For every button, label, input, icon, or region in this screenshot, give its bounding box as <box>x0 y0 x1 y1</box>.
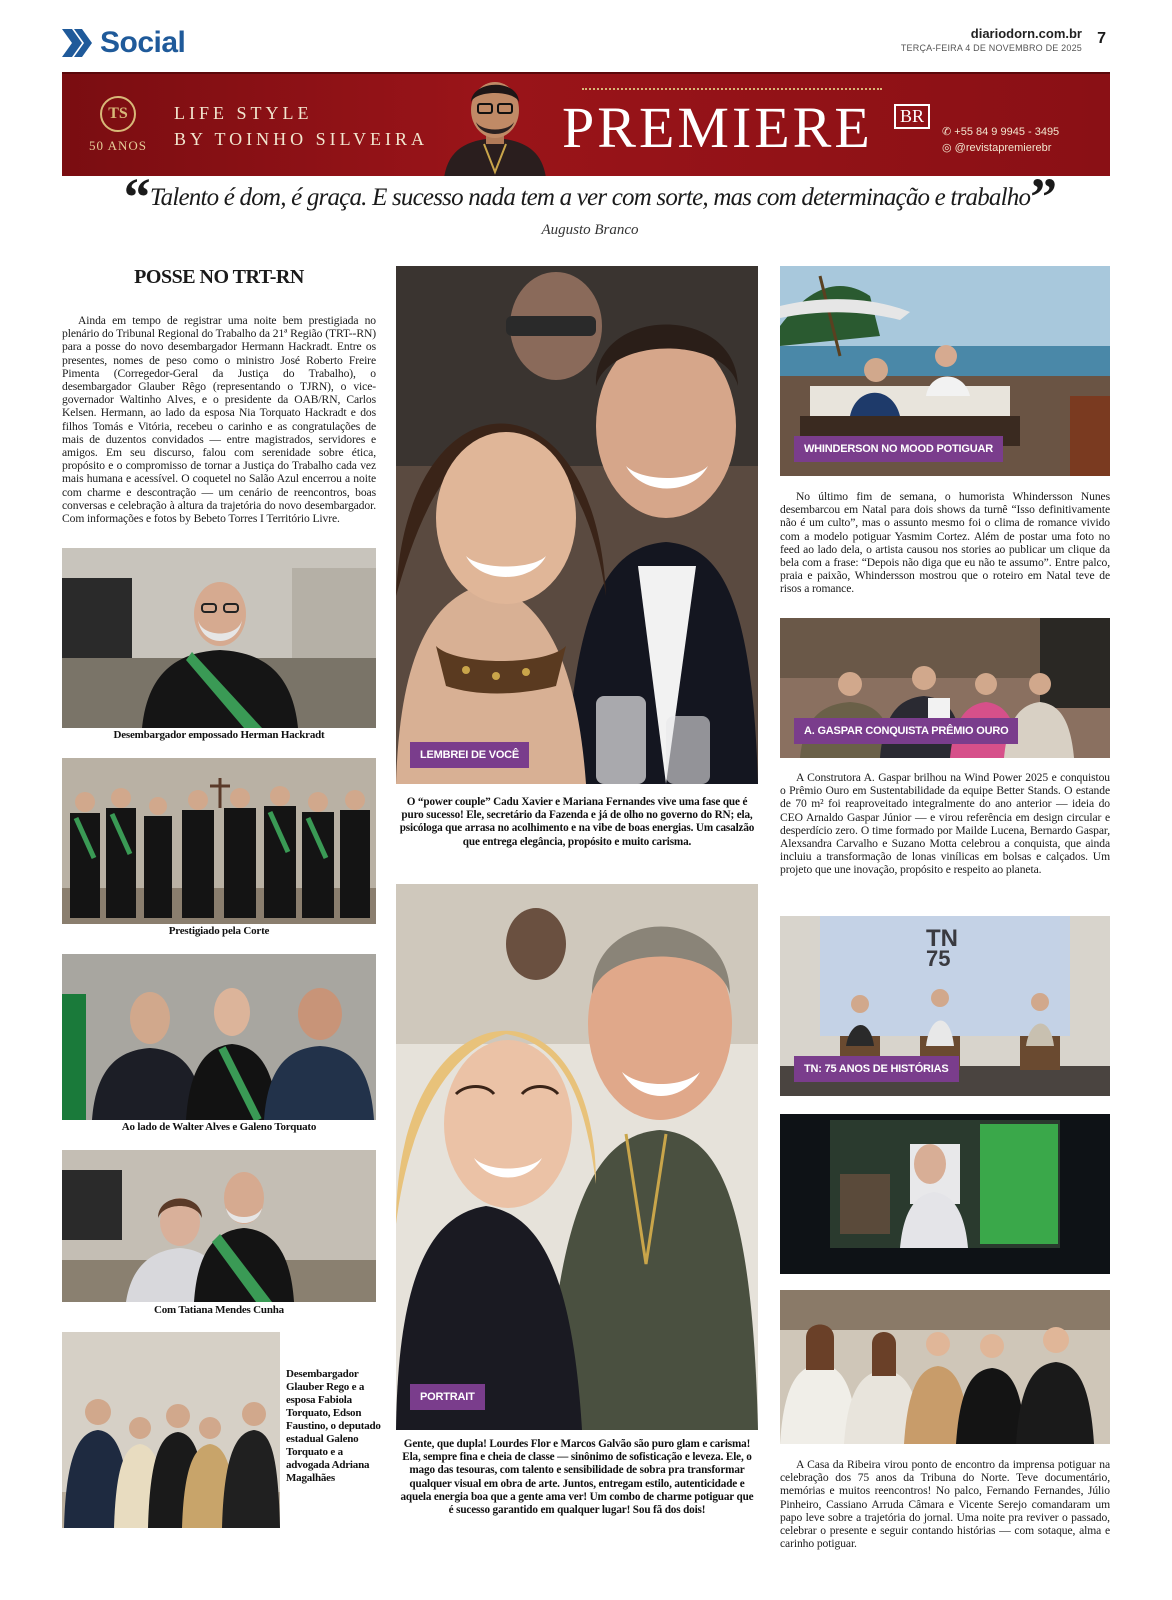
screen-logo: TN <box>926 925 958 952</box>
photo-lourdes-marcos <box>396 884 758 1430</box>
screen-logo-number: 75 <box>926 946 951 971</box>
columnist-portrait <box>436 72 554 176</box>
photo-walter-galeno <box>62 954 376 1120</box>
chevron-right-icon <box>62 29 92 57</box>
whatsapp-icon: ✆ <box>942 126 955 138</box>
caption-5: Desembargador Glauber Rego e a esposa Fabiola Torquato, Edson Faustino, o deputado estadual Galeno Torquato e a advogada Adriana Magalhães <box>286 1368 381 1484</box>
tag-gaspar: A. GASPAR CONQUISTA PRÊMIO OURO <box>794 718 1018 744</box>
site-url: diariodorn.com.br <box>970 26 1082 41</box>
instagram-line <box>942 140 1059 156</box>
ts-logo <box>84 96 152 154</box>
text-lembrei: O “power couple” Cadu Xavier e Mariana Fernandes vive uma fase que é puro sucesso! Ele, secretário da Fazenda e já de olho no governo do RN; ela, psicóloga que arrasa no acolhimento e na vibe de boas energias. Um casalzão que entrega elegância, propósito e muito carisma. <box>399 796 755 848</box>
instagram-icon: ◎ <box>942 142 955 154</box>
text-whinderson: No último fim de semana, o humorista Whindersson Nunes desembarcou em Natal para dois shows da turnê “Isso definitivamente não é um culto”, mas o assunto mesmo foi o clima de romance vivido com a modelo potiguar Yasmim Cortez. Além de postar uma foto no feed ao lado dela, o artista causou nos stories ao publicar um clique da bela com a frase: “Depois não diga que eu não te assumo”. Entre palco, praia e paixão, Whindersson mostrou que o roteiro em Natal teve de risos a romance. <box>780 490 1110 596</box>
caption-3: Ao lado de Walter Alves e Galeno Torquato <box>121 1121 317 1133</box>
seal-icon: TS <box>100 96 136 132</box>
caption-4: Com Tatiana Mendes Cunha <box>154 1304 284 1316</box>
caption-2: Prestigiado pela Corte <box>168 925 270 937</box>
tag-portrait: PORTRAIT <box>410 1384 485 1410</box>
quote-body: Talento é dom, é graça. E sucesso nada tem a ver com sorte, mas com determinação e trabalho <box>149 184 1031 211</box>
issue-date: TERÇA-FEIRA 4 DE NOVEMBRO DE 2025 <box>900 43 1082 53</box>
section-header <box>62 26 185 60</box>
masthead-info <box>901 26 1082 53</box>
article-headline: POSSE NO TRT-RN <box>134 266 304 288</box>
photo-tn75 <box>780 916 1110 1096</box>
close-quote-mark: ” <box>1030 167 1057 227</box>
phone-line <box>942 124 1059 140</box>
br-badge: BR <box>894 104 930 129</box>
article-body-trt: Ainda em tempo de registrar uma noite bem prestigiada no plenário do Tribunal Regional do Trabalho da 21ª Região (TRT--RN) para a posse do novo desembargador Hermann Hackradt. Entre os presentes, nomes de peso como o ministro José Roberto Freire Pimenta (Corregedor-Geral da Justiça do Trabalho), o desembargador Glauber Rêgo (representando o TJRN), o vice-governador Waltinho Alves, e o presidente da OAB/RN, Carlos Kelsen. Hermann, ao lado da esposa Nia Torquato Hackradt e dos filhos Tomás e Vitória, recebeu o carinho e as congratulações de mais de duzentos convidados — entre magistrados, servidores e amigos. Em seu discurso, falou com serenidade sobre ética, propósito e o compromisso de tornar a Justiça do Trabalho cada vez mais humana e acessível. O coquetel no Salão Azul encerrou a noite com charme e descontração — um cenário de reencontros, boas conversas e celebração à altura da trajetória do novo desembargador. Com informações e fotos by Bebeto Torres I Território Livre. <box>62 314 376 526</box>
photo-group-glauber <box>62 1332 280 1528</box>
photo-gaspar <box>780 618 1110 758</box>
photo-press-group <box>780 1290 1110 1444</box>
quote-text <box>70 167 1110 227</box>
photo-cadu-mariana <box>396 266 758 784</box>
open-quote-mark: “ <box>123 167 150 227</box>
photo-court <box>62 758 376 924</box>
photo-tatiana <box>62 1150 376 1302</box>
caption-1: Desembargador empossado Herman Hackradt <box>113 729 325 741</box>
instagram-handle: @revistapremierebr <box>954 142 1052 154</box>
tag-whinderson: WHINDERSON NO MOOD POTIGUAR <box>794 436 1003 462</box>
tag-lembrei: LEMBREI DE VOCÊ <box>410 742 529 768</box>
tag-tn75: TN: 75 ANOS DE HISTÓRIAS <box>794 1056 959 1082</box>
phone-number: +55 84 9 9945 - 3495 <box>954 126 1060 138</box>
text-gaspar: A Construtora A. Gaspar brilhou na Wind Power 2025 e conquistou o Prêmio Ouro em Sustentabilidade da equipe Better Stands. O estande de 70 m² foi reaproveitado integralmente do ano anterior — ideia do CEO Arnaldo Gaspar Júnior — e virou referência em design circular e desperdício zero. O time formado por Mailde Lucena, Bernardo Gaspar, Alexsandra Carvalho e Suzano Motta celebrou a conquista, que ainda incluiu a transformação de lonas vinílicas em bolsas e calçados. Um projeto que une inovação, propósito e respeito ao planeta. <box>780 771 1110 877</box>
lifestyle-line2: BY TOINHO SILVEIRA <box>174 129 429 149</box>
banner-contacts <box>942 124 1059 156</box>
photo-documentary-screen <box>780 1114 1110 1274</box>
lifestyle-title <box>174 100 428 152</box>
text-tn75: A Casa da Ribeira virou ponto de encontro da imprensa potiguar na celebração dos 75 anos da Tribuna do Norte. Teve documentário, memórias e muitos reencontros! No palco, Fernando Fernandes, Júlio Pinheiro, Cassiano Arruda Câmara e Vicente Serejo comandaram um papo leve sobre a trajetória do jornal. Uma noite pra reviver o passado, celebrar o presente e seguir contando histórias — com sotaque, alma e carinho potiguar. <box>780 1458 1110 1551</box>
premiere-logo: PREMIERE <box>562 95 873 160</box>
premiere-banner <box>62 72 1110 176</box>
quote-author: Augusto Branco <box>541 222 639 238</box>
decorative-dots <box>582 88 882 90</box>
section-title: Social <box>100 26 186 59</box>
lifestyle-line1: LIFE STYLE <box>174 103 313 123</box>
pull-quote <box>70 167 1110 239</box>
text-portrait: Gente, que dupla! Lourdes Flor e Marcos Galvão são puro glam e carisma! Ela, sempre fina e cheia de classe — sinônimo de sofisticação e leveza. Ele, o mago das tesouras, com talento e sensibilidade de sobra pra transformar qualquer visual em obra de arte. Juntos, entregam estilo, autenticidade e aquela energia boa que a gente ama ver! Um combo de charme potiguar que é sucesso garantido em qualquer lugar! Sou fã dos dois! <box>400 1438 754 1517</box>
page-number: 7 <box>1097 30 1106 47</box>
photo-whinderson <box>780 266 1110 476</box>
photo-hermann <box>62 548 376 728</box>
anniversary-label: 50 ANOS <box>89 138 147 153</box>
